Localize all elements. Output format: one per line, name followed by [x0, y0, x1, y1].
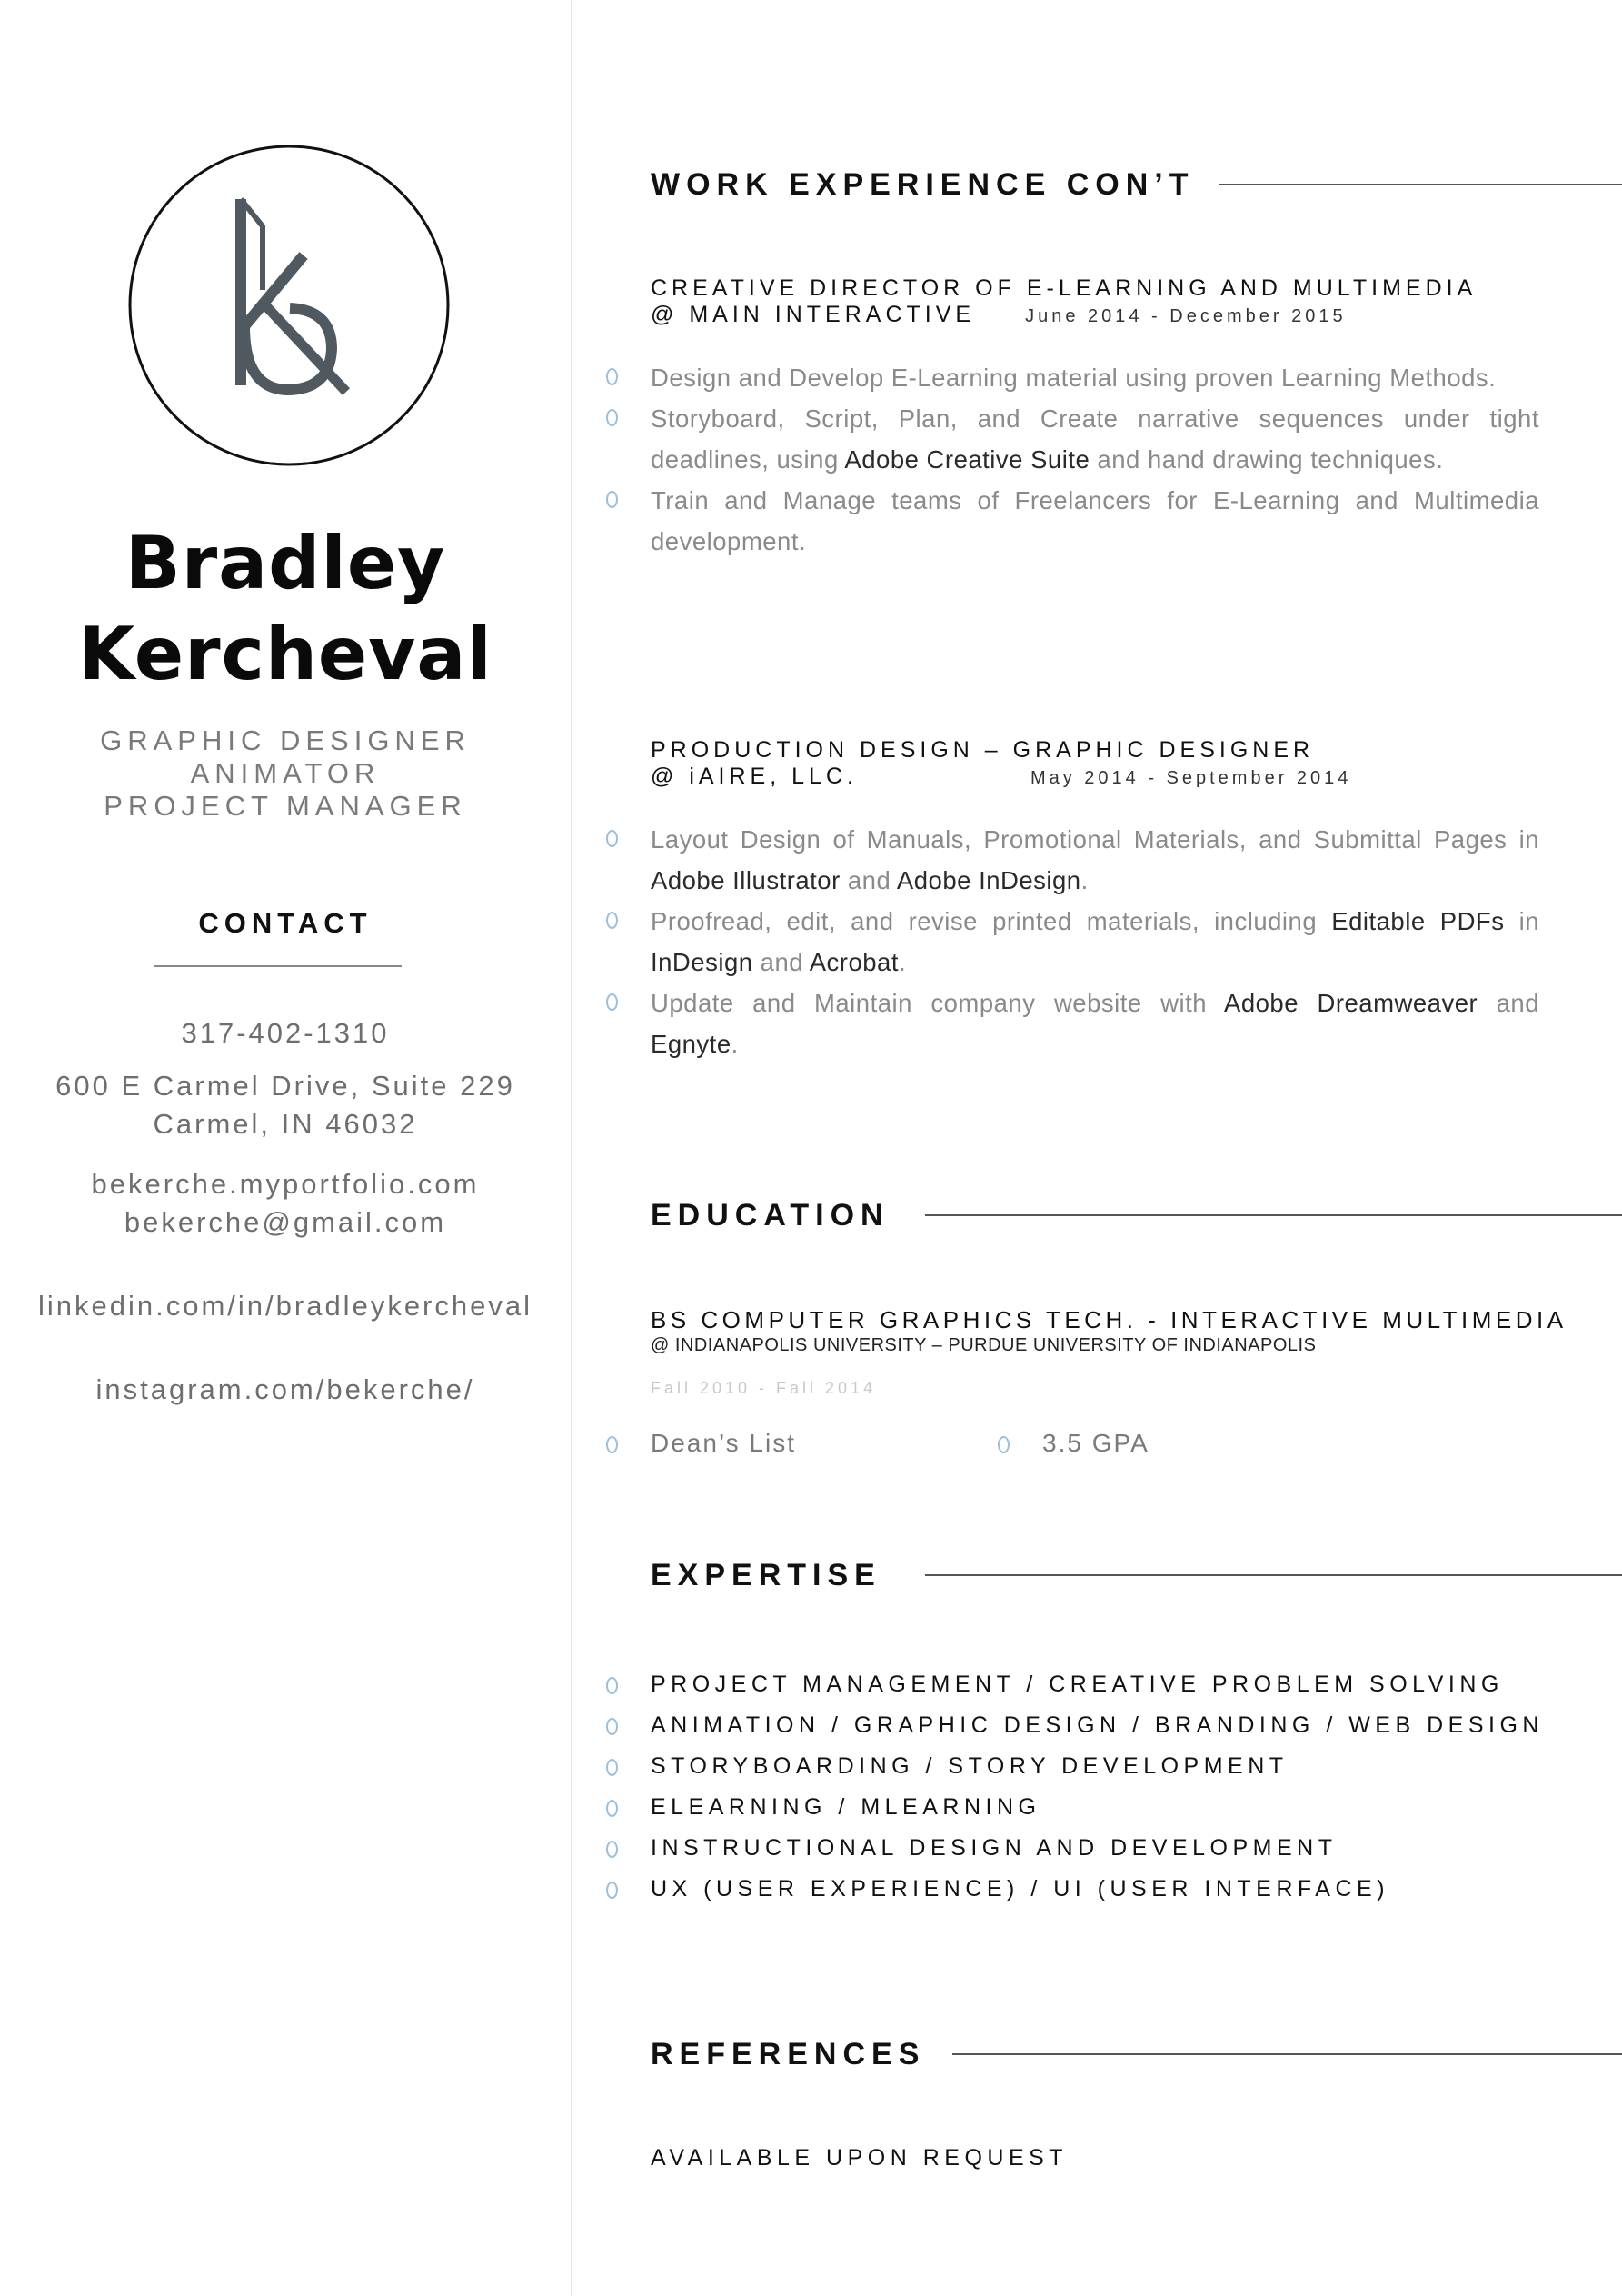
bullet-icon [606, 491, 618, 508]
kb-monogram-logo [128, 145, 450, 466]
bullet-icon [606, 368, 618, 385]
contact-address-line2: Carmel, IN 46032 [153, 1108, 418, 1140]
job-company: @ MAIN INTERACTIVE [651, 302, 976, 327]
section-rule [925, 1214, 1622, 1216]
section-heading-references: REFERENCES [651, 2037, 926, 2071]
contact-divider [154, 965, 402, 967]
section-rule [925, 1574, 1622, 1576]
job-company-line [651, 763, 1351, 792]
column-divider [571, 0, 572, 2296]
list-item: Train and Manage teams of Freelancers for E-Learning and Multimedia development. [651, 480, 1539, 562]
list-item: PROJECT MANAGEMENT / CREATIVE PROBLEM SOLVING [651, 1664, 1544, 1705]
list-item: Design and Develop E-Learning material using proven Learning Methods. [651, 357, 1539, 398]
role-item: ANIMATOR [190, 757, 381, 789]
bullet-icon [606, 830, 618, 847]
education-honor: 3.5 GPA [1042, 1429, 1149, 1458]
list-item: STORYBOARDING / STORY DEVELOPMENT [651, 1746, 1544, 1787]
person-name [0, 518, 571, 700]
bullet-icon [606, 1718, 618, 1735]
bullet-icon [606, 1882, 618, 1899]
section-rule [952, 2053, 1622, 2055]
education-school: @ INDIANAPOLIS UNIVERSITY – PURDUE UNIVERSITY OF INDIANAPOLIS [651, 1335, 1317, 1355]
list-item: ANIMATION / GRAPHIC DESIGN / BRANDING / WEB DESIGN [651, 1705, 1544, 1746]
list-item: ELEARNING / MLEARNING [651, 1787, 1544, 1828]
contact-email-link[interactable]: bekerche@gmail.com [124, 1206, 447, 1238]
contact-heading: CONTACT [198, 907, 373, 939]
role-list [0, 724, 571, 823]
job-bullet-list [651, 357, 1539, 562]
bullet-icon [998, 1436, 1010, 1453]
education-dates: Fall 2010 - Fall 2014 [651, 1379, 877, 1397]
section-heading-education: EDUCATION [651, 1198, 890, 1233]
contact-phone[interactable]: 317-402-1310 [181, 1017, 390, 1049]
bullet-icon [606, 1800, 618, 1817]
bullet-icon [606, 409, 618, 426]
job-title: CREATIVE DIRECTOR OF E-LEARNING AND MULTIMEDIA [651, 275, 1478, 301]
bullet-icon [606, 1841, 618, 1858]
list-item: Storyboard, Script, Plan, and Create narrative sequences under tight deadlines, using Adobe Creative Suite and hand drawing techniques. [651, 398, 1539, 480]
job-company: @ iAIRE, LLC. [651, 764, 858, 789]
contact-address-line1: 600 E Carmel Drive, Suite 229 [55, 1070, 515, 1102]
references-text: AVAILABLE UPON REQUEST [651, 2145, 1069, 2171]
bullet-icon [606, 912, 618, 929]
job-dates: May 2014 - September 2014 [1030, 768, 1352, 788]
job-company-line [651, 301, 1347, 330]
contact-instagram-link[interactable]: instagram.com/bekerche/ [95, 1373, 475, 1405]
list-item: Proofread, edit, and revise printed materials, including Editable PDFs in InDesign and Acrobat. [651, 901, 1539, 983]
job-bullet-list [651, 819, 1539, 1064]
education-degree: BS COMPUTER GRAPHICS TECH. - INTERACTIVE MULTIMEDIA [651, 1306, 1567, 1333]
bullet-icon [606, 1436, 618, 1453]
list-item: INSTRUCTIONAL DESIGN AND DEVELOPMENT [651, 1828, 1544, 1869]
bullet-icon [606, 993, 618, 1011]
first-name: Bradley [124, 521, 446, 605]
list-item: Layout Design of Manuals, Promotional Materials, and Submittal Pages in Adobe Illustrator and Adobe InDesign. [651, 819, 1539, 901]
role-item: PROJECT MANAGER [104, 790, 467, 822]
job-title: PRODUCTION DESIGN – GRAPHIC DESIGNER [651, 737, 1315, 763]
sidebar [0, 0, 571, 2296]
job-dates: June 2014 - December 2015 [1025, 306, 1347, 326]
bullet-icon [606, 1759, 618, 1776]
last-name: Kercheval [78, 612, 493, 696]
education-honor: Dean’s List [651, 1429, 796, 1458]
bullet-icon [606, 1677, 618, 1694]
section-rule [1219, 184, 1622, 185]
contact-portfolio-link[interactable]: bekerche.myportfolio.com [91, 1168, 480, 1200]
list-item: UX (USER EXPERIENCE) / UI (USER INTERFACE) [651, 1869, 1544, 1910]
list-item: Update and Maintain company website with Adobe Dreamweaver and Egnyte. [651, 983, 1539, 1064]
section-heading-expertise: EXPERTISE [651, 1558, 881, 1592]
expertise-list [651, 1664, 1544, 1910]
role-item: GRAPHIC DESIGNER [100, 724, 471, 756]
section-heading-work: WORK EXPERIENCE CON’T [651, 167, 1195, 202]
contact-linkedin-link[interactable]: linkedin.com/in/bradleykercheval [37, 1290, 532, 1322]
